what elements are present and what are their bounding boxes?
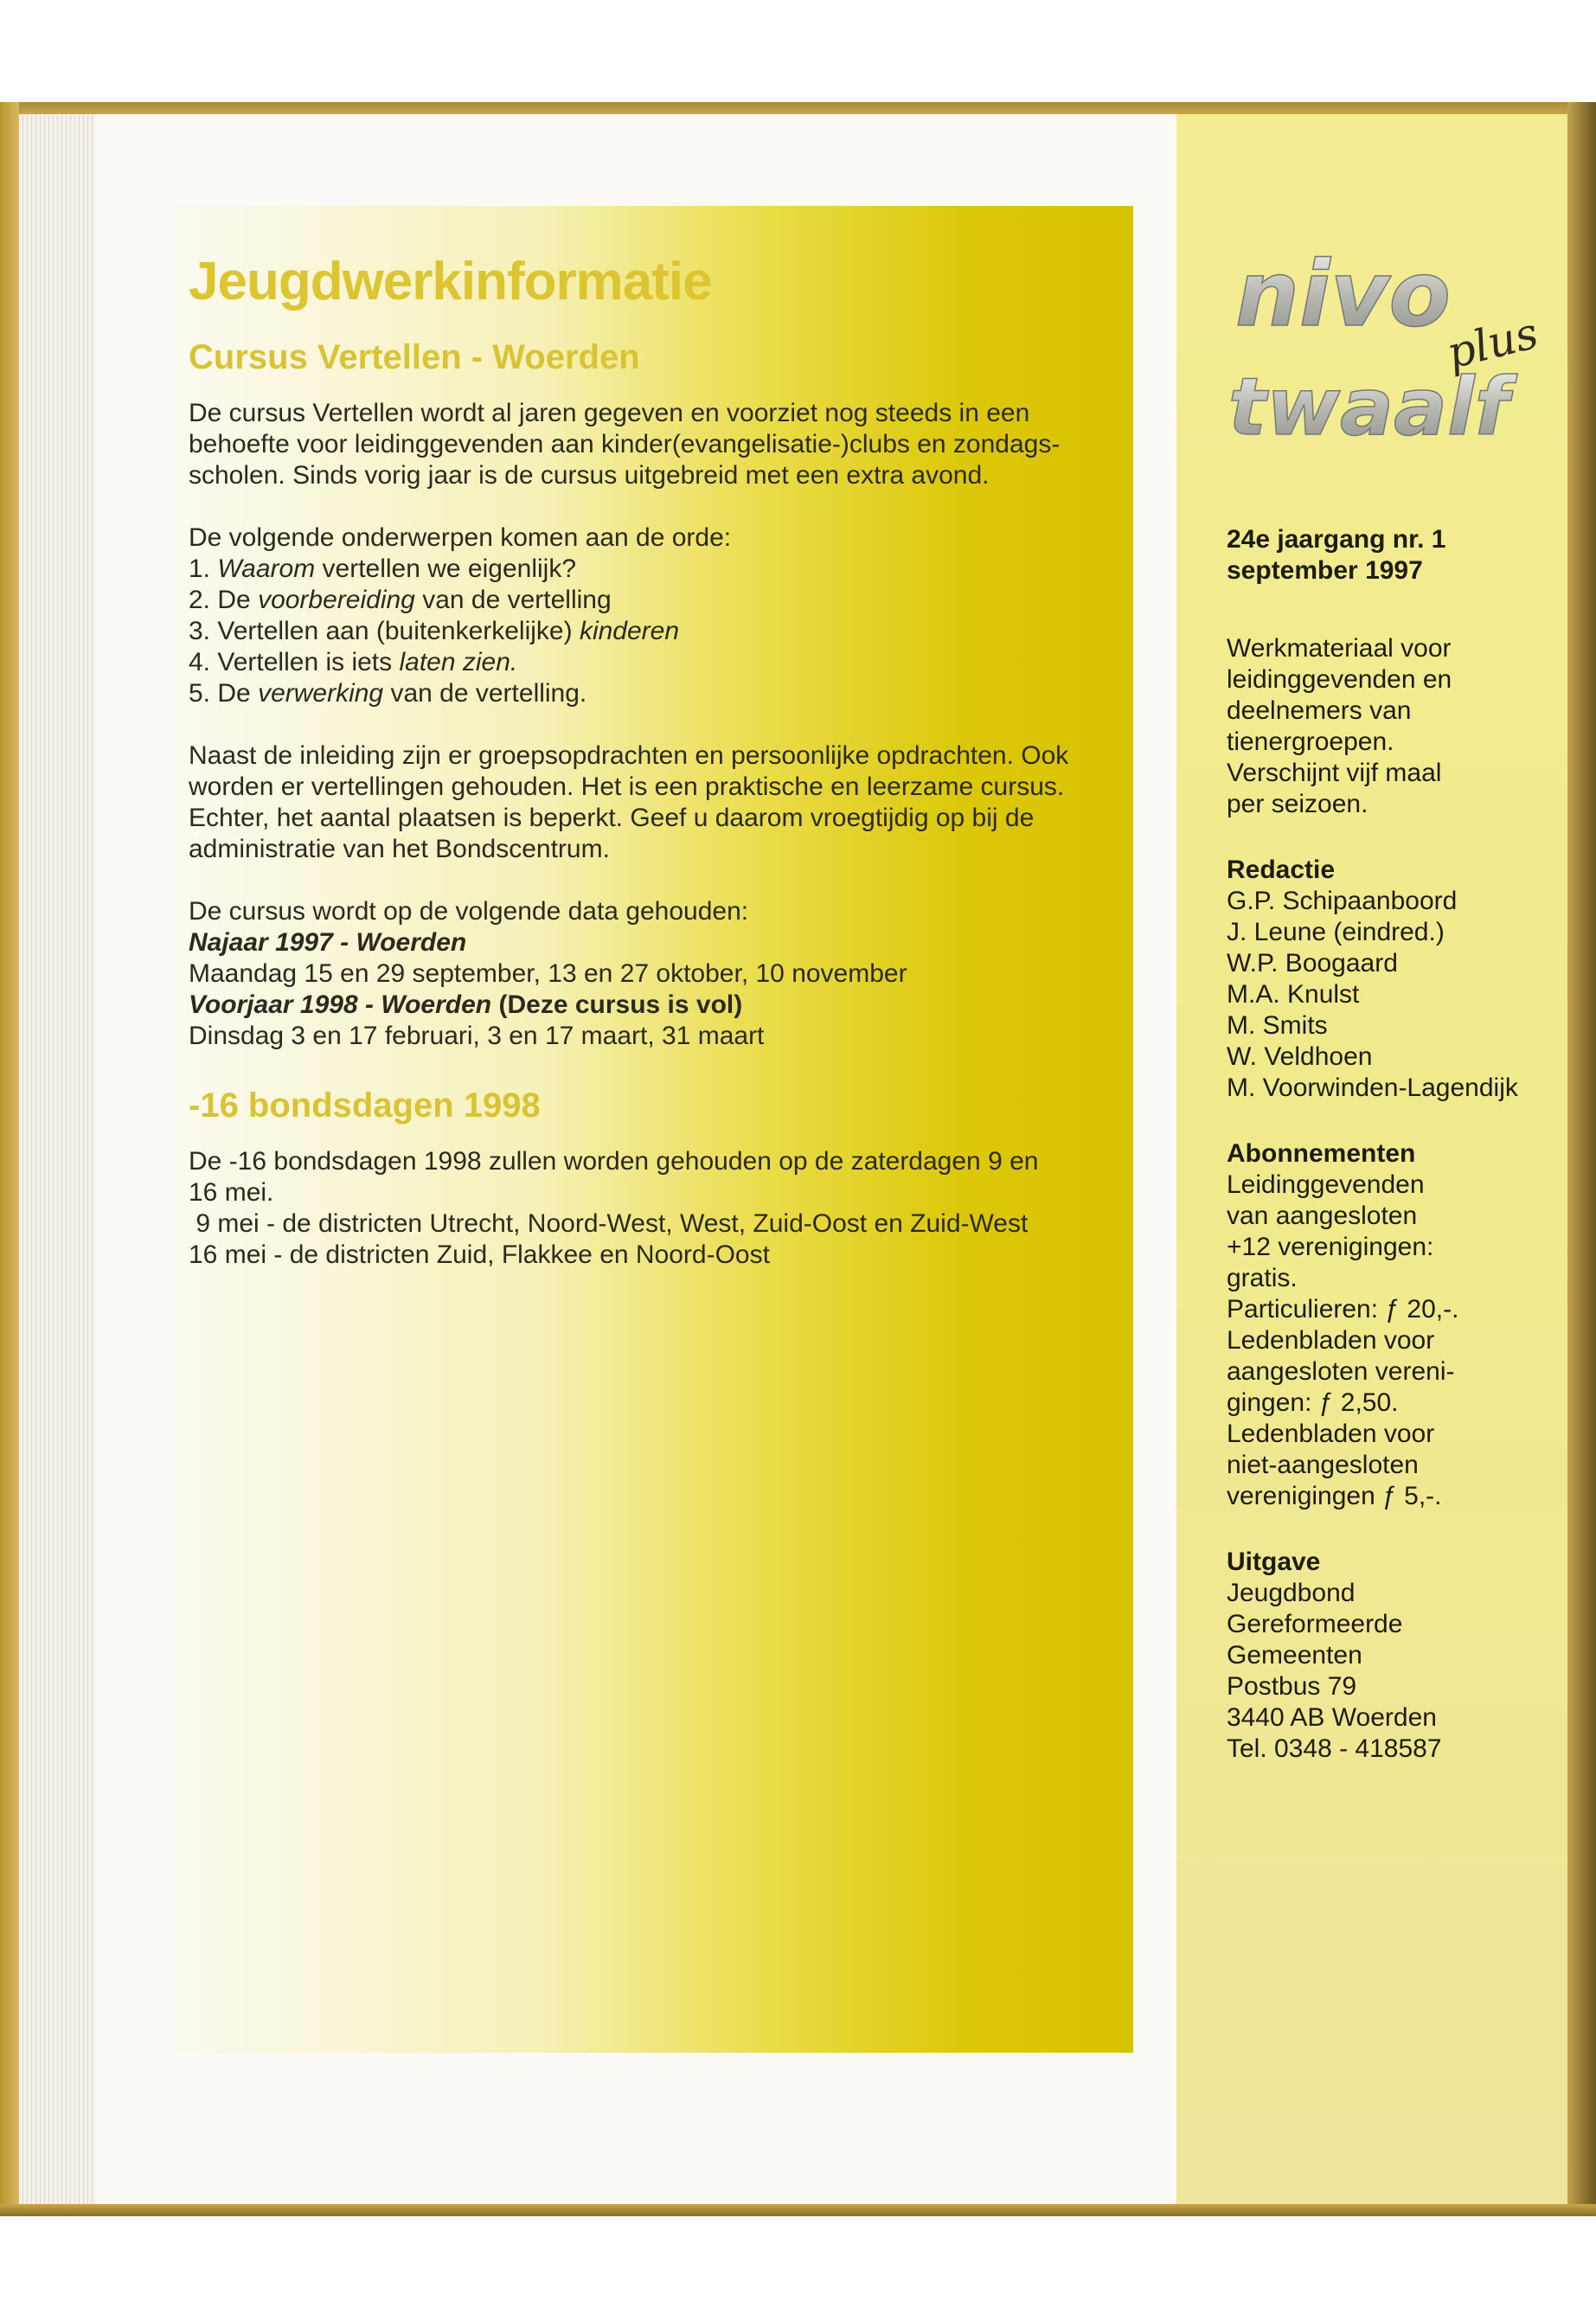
book-cover-edge-top — [0, 102, 1596, 114]
uitgave-heading: Uitgave — [1227, 1548, 1321, 1576]
text-line: De cursus Vertellen wordt al jaren gegeven en voorziet nog steeds in een — [189, 399, 1030, 427]
session2-title: Voorjaar 1998 - Woerden (Deze cursus is vol) — [189, 990, 743, 1019]
text-line: aangesloten vereni- — [1227, 1357, 1455, 1386]
page-stack — [19, 114, 97, 2208]
issue-volume: 24e jaargang nr. 1 — [1227, 525, 1446, 554]
list-item: 1. Waarom vertellen we eigenlijk? — [189, 554, 577, 583]
editor-name: W. Veldhoen — [1227, 1042, 1373, 1071]
text-line: Particulieren: ƒ 20,-. — [1227, 1295, 1459, 1324]
list-item: 3. Vertellen aan (buitenkerkelijke) kinderen — [189, 617, 680, 645]
editor-name: W.P. Boogaard — [1227, 949, 1398, 977]
topics-intro: De volgende onderwerpen komen aan de orde: — [189, 523, 732, 552]
topics-list — [189, 554, 1123, 709]
abonnementen-heading: Abonnementen — [1227, 1139, 1416, 1168]
text-line: verenigingen ƒ 5,-. — [1227, 1482, 1442, 1510]
text-line: administratie van het Bondscentrum. — [189, 835, 610, 863]
redactie-heading: Redactie — [1227, 856, 1336, 884]
text-line: +12 verenigingen: — [1227, 1233, 1434, 1261]
text-line: scholen. Sinds vorig jaar is de cursus uitgebreid met een extra avond. — [189, 461, 990, 490]
text-line: Werkmateriaal voor — [1227, 634, 1452, 663]
logo-word-plus: plus — [1441, 307, 1543, 379]
text-line: Gemeenten — [1227, 1641, 1362, 1670]
list-item: 5. De verwerking van de vertelling. — [189, 679, 587, 708]
text-line: deelnemers van — [1227, 696, 1412, 725]
text-line: niet-aangesloten — [1227, 1451, 1419, 1479]
dates-intro: De cursus wordt op de volgende data gehouden: — [189, 897, 749, 926]
text-line: Verschijnt vijf maal — [1227, 759, 1442, 787]
editor-name: M. Smits — [1227, 1011, 1328, 1040]
redactie-section — [1227, 855, 1564, 1104]
text-line: Ledenbladen voor — [1227, 1326, 1435, 1355]
course-practice — [189, 740, 1123, 865]
text-line: behoefte voor leidinggevenden aan kinder(evangelisatie-)clubs en zondags- — [189, 430, 1061, 458]
text-line: worden er vertellingen gehouden. Het is een praktische en leerzame cursus. — [189, 772, 1065, 801]
issue-info — [1227, 524, 1564, 586]
text-line: 16 mei. — [189, 1178, 274, 1207]
bondsdagen-heading: -16 bondsdagen 1998 — [189, 1086, 541, 1125]
text-line: Tel. 0348 - 418587 — [1227, 1734, 1442, 1763]
text-line: 9 mei - de districten Utrecht, Noord-West, West, Zuid-Oost en Zuid-West — [189, 1209, 1029, 1238]
text-line: leidinggevenden en — [1227, 665, 1452, 694]
issue-date: september 1997 — [1227, 556, 1423, 585]
text-line: Postbus 79 — [1227, 1672, 1357, 1701]
text-line: gratis. — [1227, 1264, 1298, 1292]
text-line: Jeugdbond — [1227, 1579, 1356, 1607]
logo-word-nivo: nivo — [1235, 242, 1451, 347]
text-line: Naast de inleiding zijn er groepsopdrachten en persoonlijke opdrachten. Ook — [189, 741, 1069, 770]
course-intro — [189, 398, 1123, 491]
page-title: Jeugdwerkinformatie — [189, 252, 712, 311]
session1-dates: Maandag 15 en 29 september, 13 en 27 oktober, 10 november — [189, 959, 907, 988]
course-dates — [189, 896, 1123, 1052]
list-item: 2. De voorbereiding van de vertelling — [189, 586, 612, 614]
session1-title: Najaar 1997 - Woerden — [189, 928, 467, 957]
list-item: 4. Vertellen is iets laten zien. — [189, 648, 518, 676]
magazine-logo — [1228, 242, 1557, 467]
bondsdagen-text — [189, 1146, 1123, 1271]
scan-background — [0, 0, 1596, 104]
text-line: 3440 AB Woerden — [1227, 1703, 1437, 1732]
sidebar-content — [1227, 524, 1564, 1799]
book-cover-edge-left — [0, 102, 19, 2213]
book-cover-edge-right — [1567, 102, 1596, 2213]
text-line: Gereformeerde — [1227, 1610, 1403, 1638]
abonnementen-section — [1227, 1138, 1564, 1512]
magazine-description — [1227, 633, 1564, 820]
editor-name: M. Voorwinden-Lagendijk — [1227, 1074, 1518, 1102]
main-content — [189, 242, 1123, 1271]
text-line: 16 mei - de districten Zuid, Flakkee en Noord-Oost — [189, 1240, 770, 1269]
logo-word-twaalf: twaalf — [1228, 361, 1509, 453]
text-line: per seizoen. — [1227, 790, 1368, 818]
session2-dates: Dinsdag 3 en 17 februari, 3 en 17 maart, 31 maart — [189, 1022, 765, 1050]
text-line: tienergroepen. — [1227, 727, 1394, 756]
text-line: gingen: ƒ 2,50. — [1227, 1388, 1399, 1417]
course-heading: Cursus Vertellen - Woerden — [189, 338, 640, 376]
text-line: Echter, het aantal plaatsen is beperkt. Geef u daarom vroegtijdig op bij de — [189, 804, 1035, 832]
uitgave-section — [1227, 1547, 1564, 1765]
editor-name: G.P. Schipaanboord — [1227, 887, 1458, 915]
book-cover-edge-bottom — [0, 2204, 1596, 2216]
text-line: Ledenbladen voor — [1227, 1420, 1435, 1448]
text-line: Leidinggevenden — [1227, 1170, 1425, 1199]
editor-name: J. Leune (eindred.) — [1227, 918, 1445, 946]
text-line: van aangesloten — [1227, 1202, 1418, 1230]
editor-name: M.A. Knulst — [1227, 980, 1360, 1009]
text-line: De -16 bondsdagen 1998 zullen worden gehouden op de zaterdagen 9 en — [189, 1147, 1039, 1176]
